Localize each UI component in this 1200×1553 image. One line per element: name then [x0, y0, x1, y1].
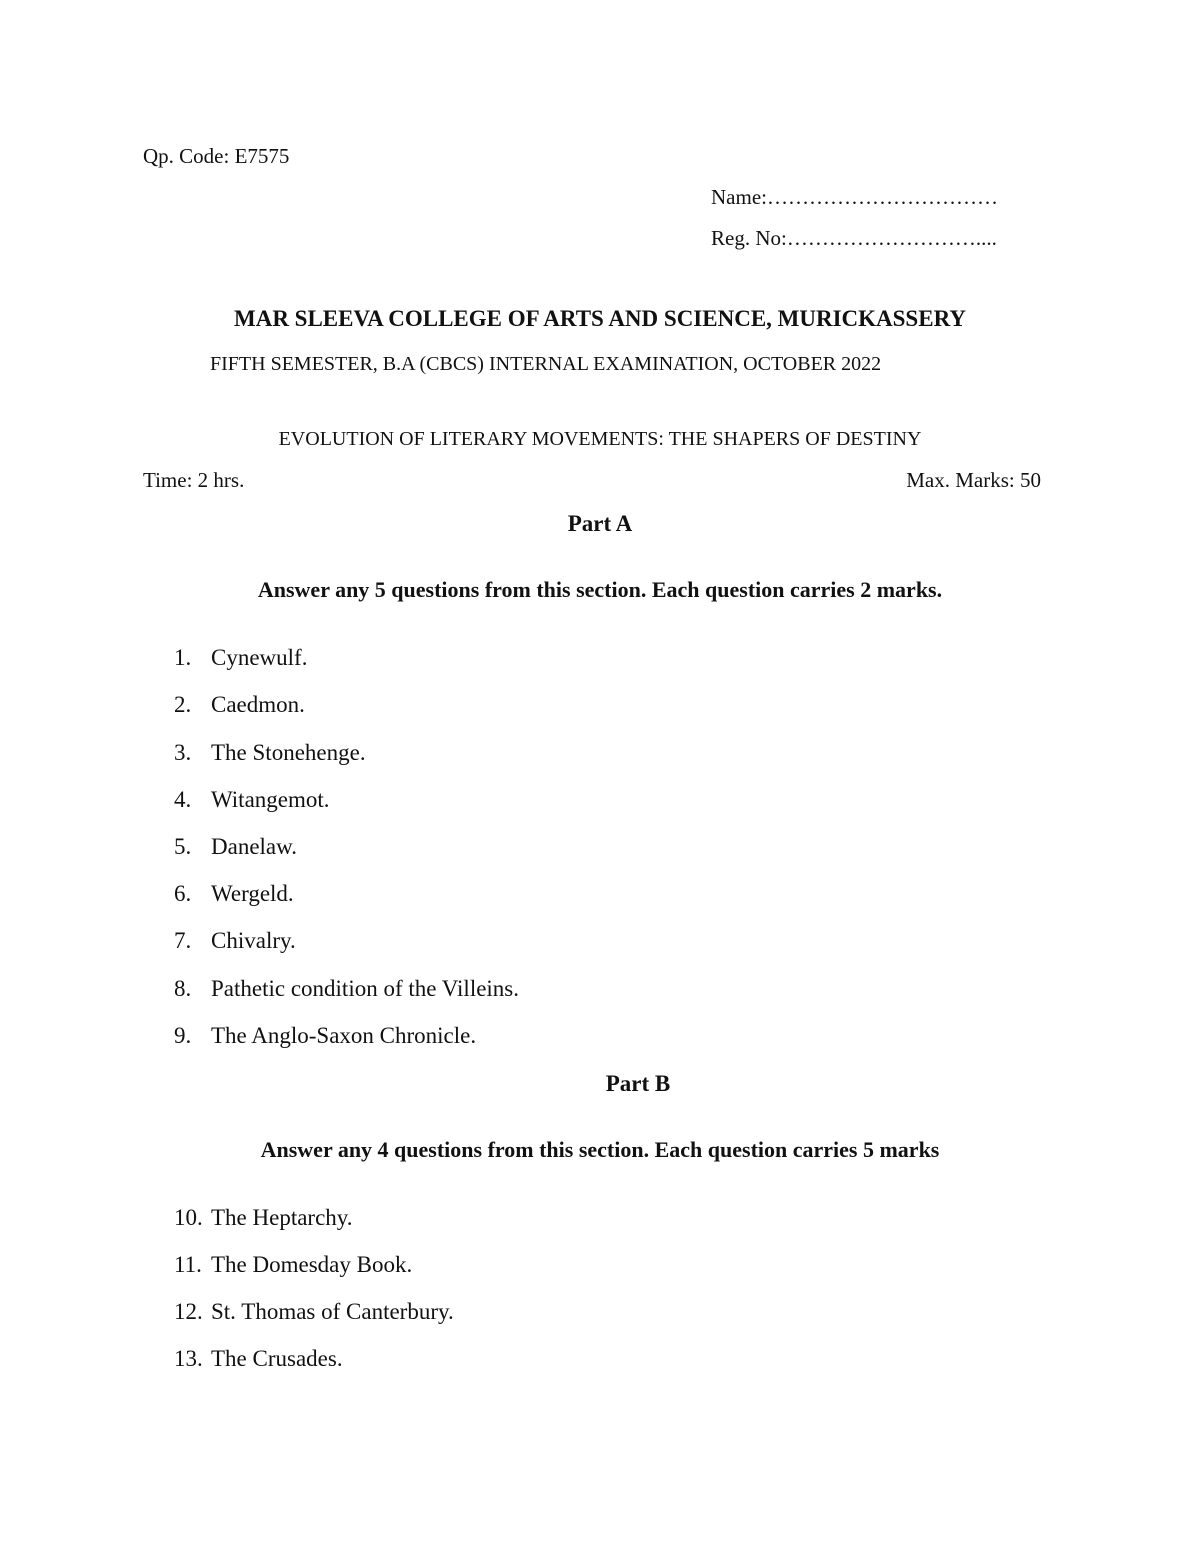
question-number: 3.	[174, 740, 192, 765]
question-number: 11.	[174, 1252, 202, 1277]
college-title: MAR SLEEVA COLLEGE OF ARTS AND SCIENCE, MURICKASSERY	[234, 306, 966, 331]
question-number: 2.	[174, 692, 192, 717]
question-number: 13.	[174, 1346, 203, 1371]
question-text: Wergeld.	[211, 881, 294, 906]
question-number: 7.	[174, 928, 192, 953]
question-text: The Crusades.	[211, 1346, 343, 1371]
part-b-title: Part B	[605, 1071, 671, 1096]
part-a-instruction: Answer any 5 questions from this section. Each question carries 2 marks.	[257, 577, 943, 602]
question-text: Cynewulf.	[211, 645, 308, 670]
time-allowed: Time: 2 hrs.	[143, 468, 245, 492]
question-text: Danelaw.	[211, 834, 297, 859]
question-text: Chivalry.	[211, 928, 296, 953]
part-b-instruction: Answer any 4 questions from this section. Each question carries 5 marks	[260, 1137, 940, 1162]
question-text: Pathetic condition of the Villeins.	[211, 976, 520, 1001]
max-marks: Max. Marks: 50	[906, 468, 1041, 492]
question-text: The Anglo-Saxon Chronicle.	[211, 1023, 477, 1048]
question-text: The Heptarchy.	[211, 1205, 353, 1230]
question-number: 5.	[174, 834, 192, 859]
question-number: 1.	[174, 645, 192, 670]
question-text: St. Thomas of Canterbury.	[211, 1299, 454, 1324]
question-number: 8.	[174, 976, 192, 1001]
name-field: Name:……………………………	[711, 185, 998, 209]
question-number: 4.	[174, 787, 192, 812]
qp-code: Qp. Code: E7575	[143, 144, 290, 168]
question-number: 6.	[174, 881, 192, 906]
subject-title: EVOLUTION OF LITERARY MOVEMENTS: THE SHAPERS OF DESTINY	[278, 428, 922, 450]
question-text: Witangemot.	[211, 787, 330, 812]
question-number: 9.	[174, 1023, 192, 1048]
question-number: 12.	[174, 1299, 203, 1324]
question-text: Caedmon.	[211, 692, 305, 717]
exam-title: FIFTH SEMESTER, B.A (CBCS) INTERNAL EXAMINATION, OCTOBER 2022	[210, 353, 882, 375]
question-text: The Stonehenge.	[211, 740, 366, 765]
part-a-title: Part A	[567, 511, 633, 536]
reg-no-field: Reg. No:………………………....	[711, 226, 997, 250]
question-number: 10.	[174, 1205, 203, 1230]
question-text: The Domesday Book.	[211, 1252, 413, 1277]
